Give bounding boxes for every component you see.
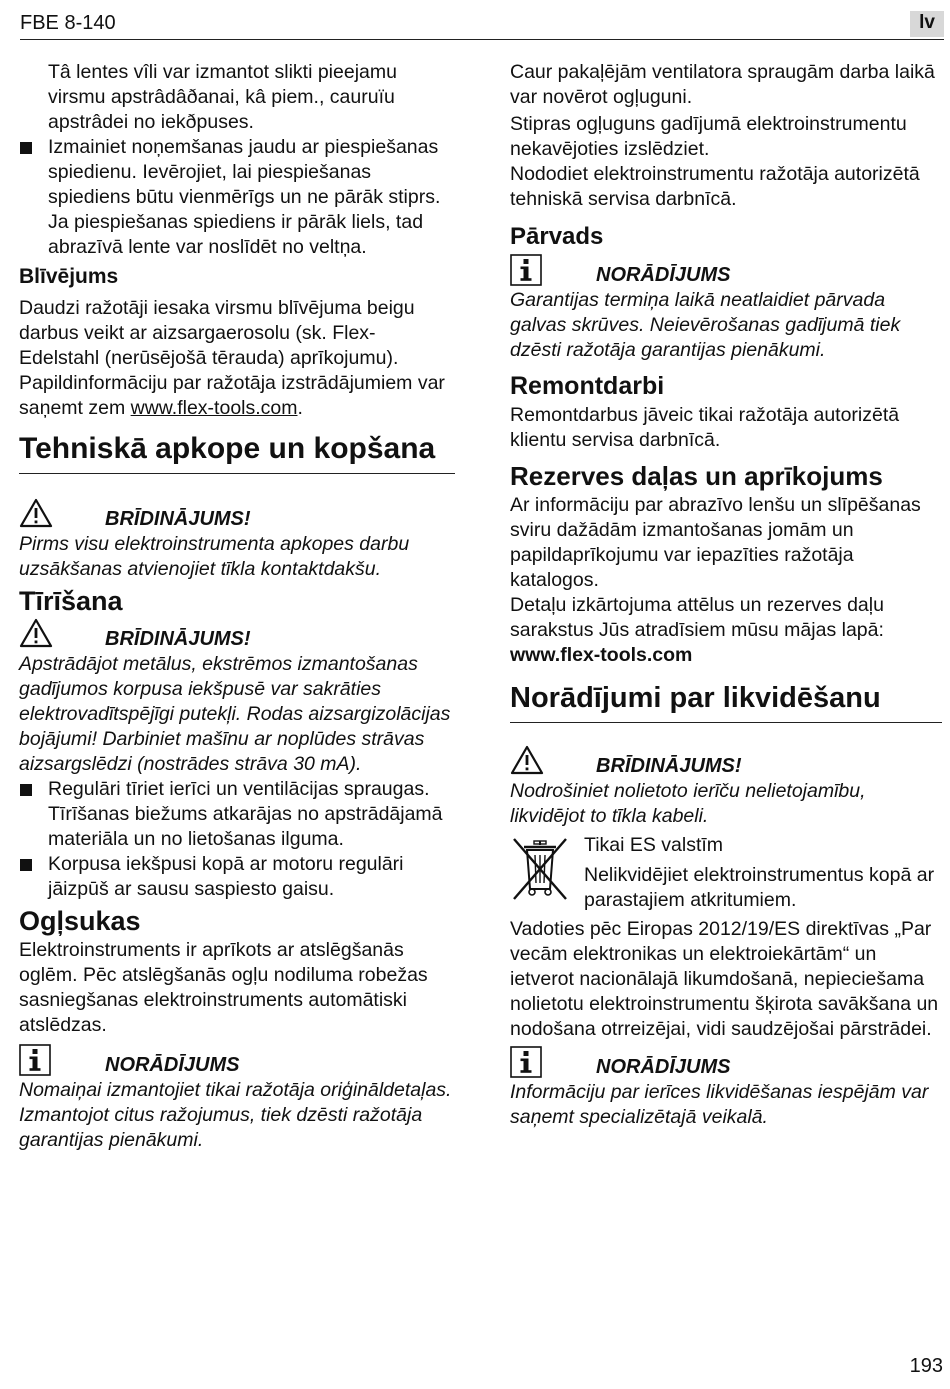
info-icon — [510, 254, 542, 291]
note-label: NORĀDĪJUMS — [596, 264, 731, 286]
heading-cleaning: Tīrīšana — [19, 586, 123, 616]
warning-label: BRĪDINĀJUMS! — [596, 755, 742, 777]
warning-text-3: Nodrošiniet nolietoto ierīču nelietojamību, likvidējot to tīkla kabeli. — [510, 780, 866, 827]
bullet-square-icon — [20, 784, 32, 796]
note-notice-1 — [19, 1044, 455, 1078]
spare-text-1: Ar informāciju par abrazīvo lenšu un slīpēšanas sviru dažādām izmantošanas jomām un papildaprīkojumu var iepazīties ražotāja katalogos. — [510, 494, 921, 591]
warning-triangle-icon — [19, 498, 53, 533]
flex-tools-link[interactable]: www.flex-tools.com — [130, 397, 298, 419]
repair-text: Remontdarbus jāveic tikai ražotāja autorizētā klientu servisa darbnīcā. — [510, 404, 900, 451]
warning-label: BRĪDINĀJUMS! — [105, 508, 251, 530]
info-icon — [510, 1046, 542, 1083]
crossed-bin-icon — [510, 837, 570, 906]
spare-parts-link[interactable]: www.flex-tools.com — [510, 644, 693, 666]
language-badge: lv — [910, 11, 944, 37]
heading-brushes: Ogļsukas — [19, 906, 141, 936]
bullet-blow-out — [19, 852, 455, 902]
note-text-3: Informāciju par ierīces likvidēšanas iespējām var saņemt specializētajā veikalā. — [510, 1081, 929, 1128]
note-text-1: Nomaiņai izmantojiet tikai ražotāja oriģināldetaļas. Izmantojot citus ražojumus, tiek dzēsti ražotāja garantijas pienākumi. — [19, 1079, 452, 1151]
heading-repair: Remontdarbi — [510, 372, 665, 400]
heading-sealing: Blīvējums — [19, 265, 119, 288]
model-name: FBE 8-140 — [20, 12, 116, 34]
eu-only-text: Tikai ES valstīm — [584, 834, 724, 856]
note-notice-3 — [510, 1046, 942, 1080]
warning-notice-3 — [510, 745, 942, 779]
heading-spare-parts: Rezerves daļas un aprīkojums — [510, 461, 883, 491]
left-column — [19, 60, 455, 1153]
bullet-square-icon — [20, 142, 32, 154]
intro-text: Tâ lentes vîli var izmantot slikti pieejamu virsmu apstrâdâðanai, kâ piem., cauruïu apstrâdei no iekðpuses. — [48, 61, 397, 133]
info-paragraph — [19, 371, 455, 421]
info-text: Papildinformāciju par ražotāja izstrādājumiem var saņemt zem — [19, 372, 445, 419]
bullet-text: Izmainiet noņemšanas jaudu ar piespiešanas spiedienu. Ievērojiet, lai piespiešanas spiediens būtu vienmērīgs un ne pārāk stiprs. Ja piespiešanas spiediens ir pārāk liels, tad abrazīvā lente var noslīdēt no veltņa. — [48, 136, 441, 258]
warning-notice-2 — [19, 618, 455, 652]
note-label: NORĀDĪJUMS — [596, 1056, 731, 1078]
note-text-2: Garantijas termiņa laikā neatlaidiet pārvada galvas skrūves. Neievērošanas gadījumā tiek dzēsti ražotāja garantijas pienākumi. — [510, 289, 901, 361]
warning-text-1: Pirms visu elektroinstrumenta apkopes darbu uzsākšanas atvienojiet tīkla kontaktdakšu. — [19, 533, 410, 580]
bullet-text: Korpusa iekšpusi kopā ar motoru regulāri jāizpūš ar sausu saspiesto gaisu. — [48, 853, 404, 900]
warning-triangle-icon — [510, 745, 544, 780]
sparks-text-3: Nododiet elektroinstrumentu ražotāja autorizētā tehniskā servisa darbnīcā. — [510, 163, 920, 210]
warning-triangle-icon — [19, 618, 53, 653]
info-end: . — [297, 397, 303, 419]
page-header — [20, 9, 944, 40]
sealing-text: Daudzi ražotāji iesaka virsmu blīvējuma beigu darbus veikt ar aizsargaerosolu (sk. Flex-Edelstahl (nerūsējošā tērauda) aprīkojumu). — [19, 297, 415, 369]
bullet-clean-vents — [19, 777, 455, 852]
eu-disposal-text: Nelikvidējiet elektroinstrumentus kopā ar parastajiem atkritumiem. — [584, 864, 935, 911]
note-notice-2 — [510, 254, 942, 288]
warning-text-2: Apstrādājot metālus, ekstrēmos izmantošanas gadījumos korpusa iekšpusē var sakrāties elektrovadītspējīgi putekļi. Rodas aizsargizolācijas bojājumi! Darbiniet mašīnu ar noplūdes strāvas aizsargslēdzi (nostrādes strāva 30 mA). — [19, 653, 451, 775]
note-label: NORĀDĪJUMS — [105, 1054, 240, 1076]
warning-notice-1 — [19, 498, 455, 532]
heading-maintenance: Tehniskā apkope un kopšana — [19, 431, 455, 474]
right-column — [510, 60, 942, 1130]
brushes-text: Elektroinstruments ir aprīkots ar atslēgšanās oglēm. Pēc atslēgšanās ogļu nodiluma robežas sasniegšanas elektroinstruments automātiski atslēdzas. — [19, 939, 428, 1036]
spare-text-2: Detaļu izkārtojuma attēlus un rezerves daļu sarakstus Jūs atradīsiem mūsu mājas lapā: — [510, 594, 884, 641]
heading-disposal: Norādījumi par likvidēšanu — [510, 680, 942, 723]
page-number: 193 — [909, 1355, 943, 1377]
directive-text: Vadoties pēc Eiropas 2012/19/ES direktīvas „Par vecām elektronikas un elektroiekārtām“ un ietverot nacionālajā likumdošanā, nepieciešama nolietotu elektroinstrumentu šķirota savākšana un nodošana otrreizējai, vidi saudzējošai pārstrādei. — [510, 918, 939, 1040]
bullet-text: Regulāri tīriet ierīci un ventilācijas spraugas. Tīrīšanas biežums atkarājas no apstrādājamā materiāla un no lietošanas ilguma. — [48, 778, 443, 850]
info-icon — [19, 1044, 51, 1081]
sparks-text-2: Stipras ogļuguns gadījumā elektroinstrumentu nekavējoties izslēdziet. — [510, 113, 907, 160]
heading-gear: Pārvads — [510, 223, 604, 250]
warning-label: BRĪDINĀJUMS! — [105, 628, 251, 650]
bullet-square-icon — [20, 859, 32, 871]
sparks-text-1: Caur pakaļējām ventilatora spraugām darba laikā var novērot ogļuguni. — [510, 61, 935, 108]
eu-disposal-block — [510, 833, 942, 913]
bullet-pressure — [19, 135, 455, 260]
